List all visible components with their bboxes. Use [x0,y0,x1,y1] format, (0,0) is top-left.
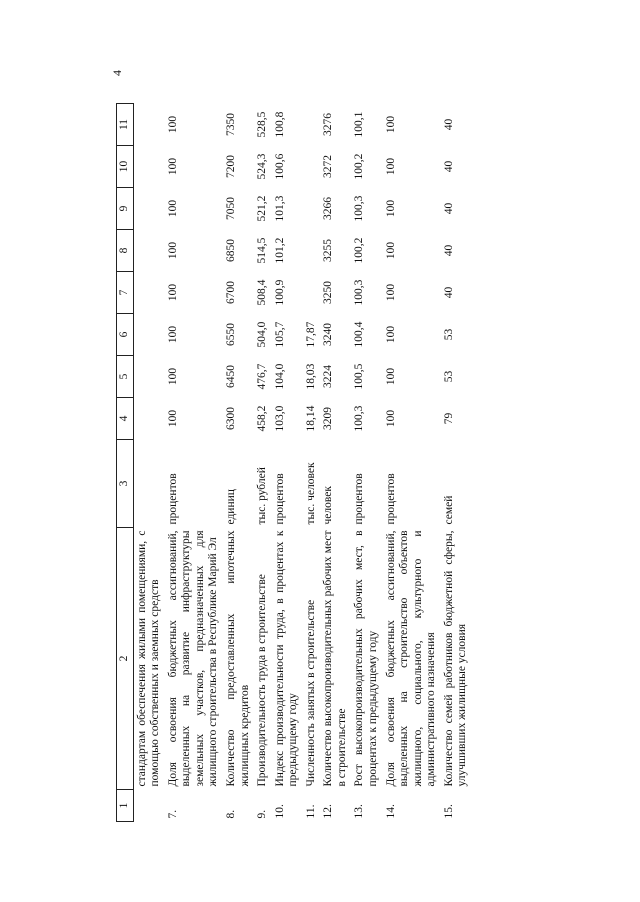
value-cell: 100 [384,367,397,386]
value-cell [133,272,165,314]
value-cell: 40 [442,160,455,173]
column-header: 10 [117,146,134,188]
row-number: 9. [256,809,269,819]
indicator-name: Численность занятых в строительстве [304,599,317,787]
value-cell: 508,4 [256,279,269,306]
row-number: 10. [273,804,286,819]
value-cell: 6550 [224,323,237,346]
row-number: 8. [224,809,237,819]
table-row [133,104,165,822]
row-number: 14. [384,804,397,819]
value-cell: 458,2 [256,405,269,432]
value-cell: 40 [442,286,455,299]
value-cell: 524,3 [256,153,269,180]
unit-of-measure: процентов [166,473,179,525]
value-cell [303,272,321,314]
value-cell [133,398,165,440]
column-header: 7 [117,272,134,314]
unit-of-measure: семей [442,495,455,525]
value-cell: 18,14 [304,405,317,432]
row-number: 15. [442,804,455,819]
value-cell: 100 [166,367,179,386]
row-number [133,790,165,822]
indicators-table [116,103,472,822]
value-cell [133,356,165,398]
value-cell: 100,3 [353,405,366,432]
value-cell: 104,0 [273,363,286,390]
value-cell: 40 [442,202,455,215]
unit-of-measure: процентов [384,473,397,525]
table-body [133,104,472,822]
value-cell: 100 [166,241,179,260]
row-number: 13. [353,804,366,819]
unit-of-measure [133,440,165,528]
table-row [303,104,321,822]
value-cell: 3255 [322,239,335,262]
indicator-name: Рост высокопроизводительных рабочих мест, в процентах к предыдущему году [353,530,379,787]
value-cell: 6700 [224,281,237,304]
value-cell: 476,7 [256,363,269,390]
value-cell: 7200 [224,155,237,178]
value-cell [133,230,165,272]
row-number: 12. [322,804,335,819]
value-cell: 100 [166,325,179,344]
indicator-name: Количество предоставленных ипотечных жилищных кредитов [224,530,251,787]
value-cell: 17,87 [304,321,317,348]
table-row [223,104,254,822]
value-cell: 100 [166,157,179,176]
value-cell: 3272 [322,155,335,178]
row-number: 11. [304,804,317,819]
value-cell: 105,7 [273,321,286,348]
unit-of-measure: тыс. рублей [256,467,269,525]
indicator-name: Производительность труда в строительстве [256,574,269,787]
table-row [441,104,472,822]
value-cell: 100,3 [353,279,366,306]
indicator-name: Индекс производительности труда, в процентах к предыдущему году [273,530,300,787]
value-cell: 514,5 [256,237,269,264]
value-cell: 100 [166,283,179,302]
table-row [351,104,382,822]
value-cell: 7350 [224,113,237,136]
value-cell: 100,3 [353,195,366,222]
column-header: 11 [117,104,134,146]
value-cell: 6450 [224,365,237,388]
value-cell [133,188,165,230]
value-cell [303,188,321,230]
column-header: 1 [117,790,134,822]
value-cell: 521,2 [256,195,269,222]
value-cell: 100,1 [353,111,366,138]
value-cell [133,314,165,356]
header-row [117,104,134,822]
table-row [320,104,351,822]
value-cell: 3250 [322,281,335,304]
value-cell: 3224 [322,365,335,388]
rotated-page [100,62,640,842]
indicator-name: стандартам обеспечения жилыми помещениями, с помощью собственных и заемных средств [135,530,162,787]
value-cell [303,146,321,188]
indicator-name: Доля освоения бюджетных ассигнований, выделенных на строительство объектов жилищного, социального, культурного и административного назначения [384,530,438,787]
value-cell [303,230,321,272]
value-cell: 100,2 [353,153,366,180]
value-cell: 504,0 [256,321,269,348]
value-cell: 3209 [322,407,335,430]
indicator-name: Доля освоения бюджетных ассигнований, выделенных на развитие инфраструктуры земельных участков, предназначенных для жилищного строительства в Республике Марий Эл [166,530,220,787]
column-header: 9 [117,188,134,230]
value-cell: 100 [384,283,397,302]
value-cell: 528,5 [256,111,269,138]
value-cell: 40 [442,118,455,131]
value-cell: 3276 [322,113,335,136]
value-cell: 100,5 [353,363,366,390]
value-cell: 100 [166,199,179,218]
value-cell: 101,2 [273,237,286,264]
value-cell [133,146,165,188]
value-cell: 40 [442,244,455,257]
value-cell: 100,9 [273,279,286,306]
value-cell: 100 [384,241,397,260]
column-header: 8 [117,230,134,272]
value-cell: 3240 [322,323,335,346]
value-cell: 100,4 [353,321,366,348]
column-header: 4 [117,398,134,440]
value-cell: 100 [384,115,397,134]
unit-of-measure: человек [322,486,335,525]
value-cell: 103,0 [273,405,286,432]
value-cell: 100 [384,409,397,428]
column-header: 3 [117,440,134,528]
table-row [165,104,223,822]
page-number: 4 [110,70,124,76]
value-cell: 100,8 [273,111,286,138]
unit-of-measure: процентов [273,473,286,525]
table-row [272,104,303,822]
value-cell: 100 [384,157,397,176]
value-cell: 18,03 [304,363,317,390]
value-cell: 6850 [224,239,237,262]
value-cell: 53 [442,328,455,341]
column-header: 5 [117,356,134,398]
value-cell [133,104,165,146]
unit-of-measure: единиц [224,489,237,525]
indicator-name: Количество высокопроизводительных рабочих мест в строительстве [322,530,348,787]
value-cell: 53 [442,370,455,383]
unit-of-measure: процентов [353,473,366,525]
value-cell: 100 [166,409,179,428]
value-cell: 7050 [224,197,237,220]
value-cell [303,104,321,146]
value-cell: 3266 [322,197,335,220]
value-cell: 100,2 [353,237,366,264]
unit-of-measure: тыс. человек [304,462,317,525]
table-row [383,104,441,822]
value-cell: 100 [166,115,179,134]
value-cell: 79 [442,412,455,425]
row-number: 7. [166,809,179,819]
table-row [254,104,272,822]
value-cell: 100 [384,325,397,344]
indicator-name: Количество семей работников бюджетной сферы, улучшивших жилищные условия [442,530,469,787]
value-cell: 100,6 [273,153,286,180]
value-cell: 6300 [224,407,237,430]
value-cell: 100 [384,199,397,218]
column-header: 6 [117,314,134,356]
column-header: 2 [117,528,134,790]
value-cell: 101,3 [273,195,286,222]
